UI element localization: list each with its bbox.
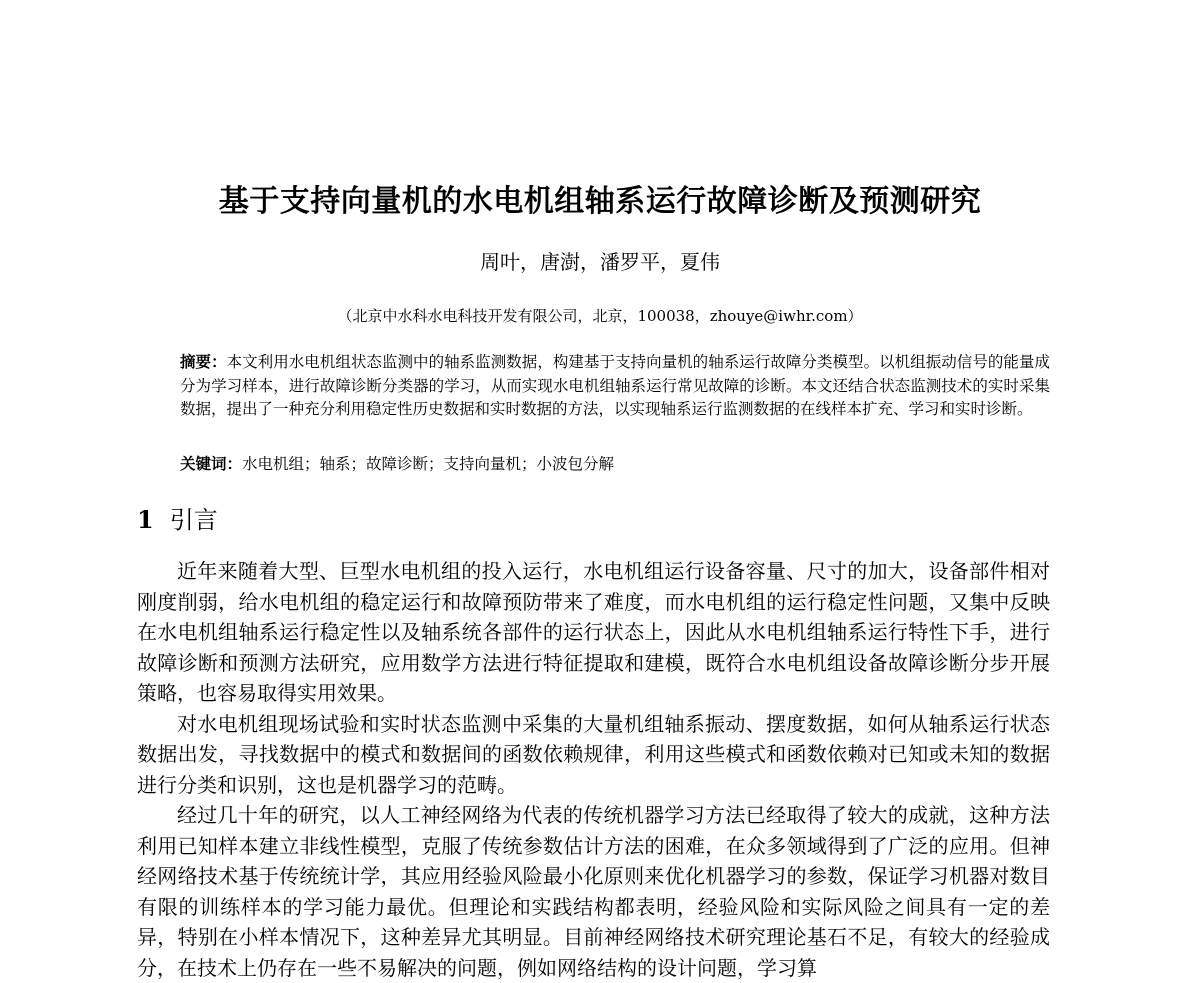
keywords-label: 关键词： — [180, 454, 243, 473]
section-title: 引言 — [169, 506, 218, 534]
abstract — [180, 350, 1050, 422]
paragraph: 经过几十年的研究，以人工神经网络为代表的传统机器学习方法已经取得了较大的成就，这种方法利用已知样本建立非线性模型，克服了传统参数估计方法的困难，在众多领域得到了广泛的应用。但神经网络技术基于传统统计学，其应用经验风险最小化原则来优化机器学习的参数，保证学习机器对数目有限的训练样本的学习能力最优。但理论和实践结构都表明，经验风险和实际风险之间具有一定的差异，特别在小样本情况下，这种差异尤其明显。目前神经网络技术研究理论基石不足，有较大的经验成分，在技术上仍存在一些不易解决的问题，例如网络结构的设计问题，学习算 — [137, 803, 1050, 980]
keywords — [180, 452, 1050, 477]
paper-title: 基于支持向量机的水电机组轴系运行故障诊断及预测研究 — [218, 184, 982, 219]
body-text — [137, 556, 1050, 983]
abstract-label: 摘要： — [180, 352, 227, 371]
affiliation: （北京中水科水电科技开发有限公司，北京，100038，zhouye@iwhr.com） — [337, 307, 863, 325]
section-number: 1 — [137, 505, 154, 534]
section-heading — [137, 500, 218, 535]
author-list: 周叶，唐澍，潘罗平，夏伟 — [480, 250, 720, 274]
abstract-text: 本文利用水电机组状态监测中的轴系监测数据，构建基于支持向量机的轴系运行故障分类模型。以机组振动信号的能量成分为学习样本，进行故障诊断分类器的学习，从而实现水电机组轴系运行常见故障的诊断。本文还结合状态监测技术的实时采集数据，提出了一种充分利用稳定性历史数据和实时数据的方法，以实现轴系运行监测数据的在线样本扩充、学习和实时诊断。 — [180, 353, 1050, 418]
keywords-text: 水电机组；轴系；故障诊断；支持向量机；小波包分解 — [242, 455, 615, 473]
paragraph: 近年来随着大型、巨型水电机组的投入运行，水电机组运行设备容量、尺寸的加大，设备部件相对刚度削弱，给水电机组的稳定运行和故障预防带来了难度，而水电机组的运行稳定性问题，又集中反映在水电机组轴系运行稳定性以及轴系统各部件的运行状态上，因此从水电机组轴系运行特性下手，进行故障诊断和预测方法研究，应用数学方法进行特征提取和建模，既符合水电机组设备故障诊断分步开展策略，也容易取得实用效果。 — [137, 559, 1050, 705]
paragraph: 对水电机组现场试验和实时状态监测中采集的大量机组轴系振动、摆度数据，如何从轴系运行状态数据出发，寻找数据中的模式和数据间的函数依赖规律，利用这些模式和函数依赖对已知或未知的数据进行分类和识别，这也是机器学习的范畴。 — [137, 711, 1050, 797]
